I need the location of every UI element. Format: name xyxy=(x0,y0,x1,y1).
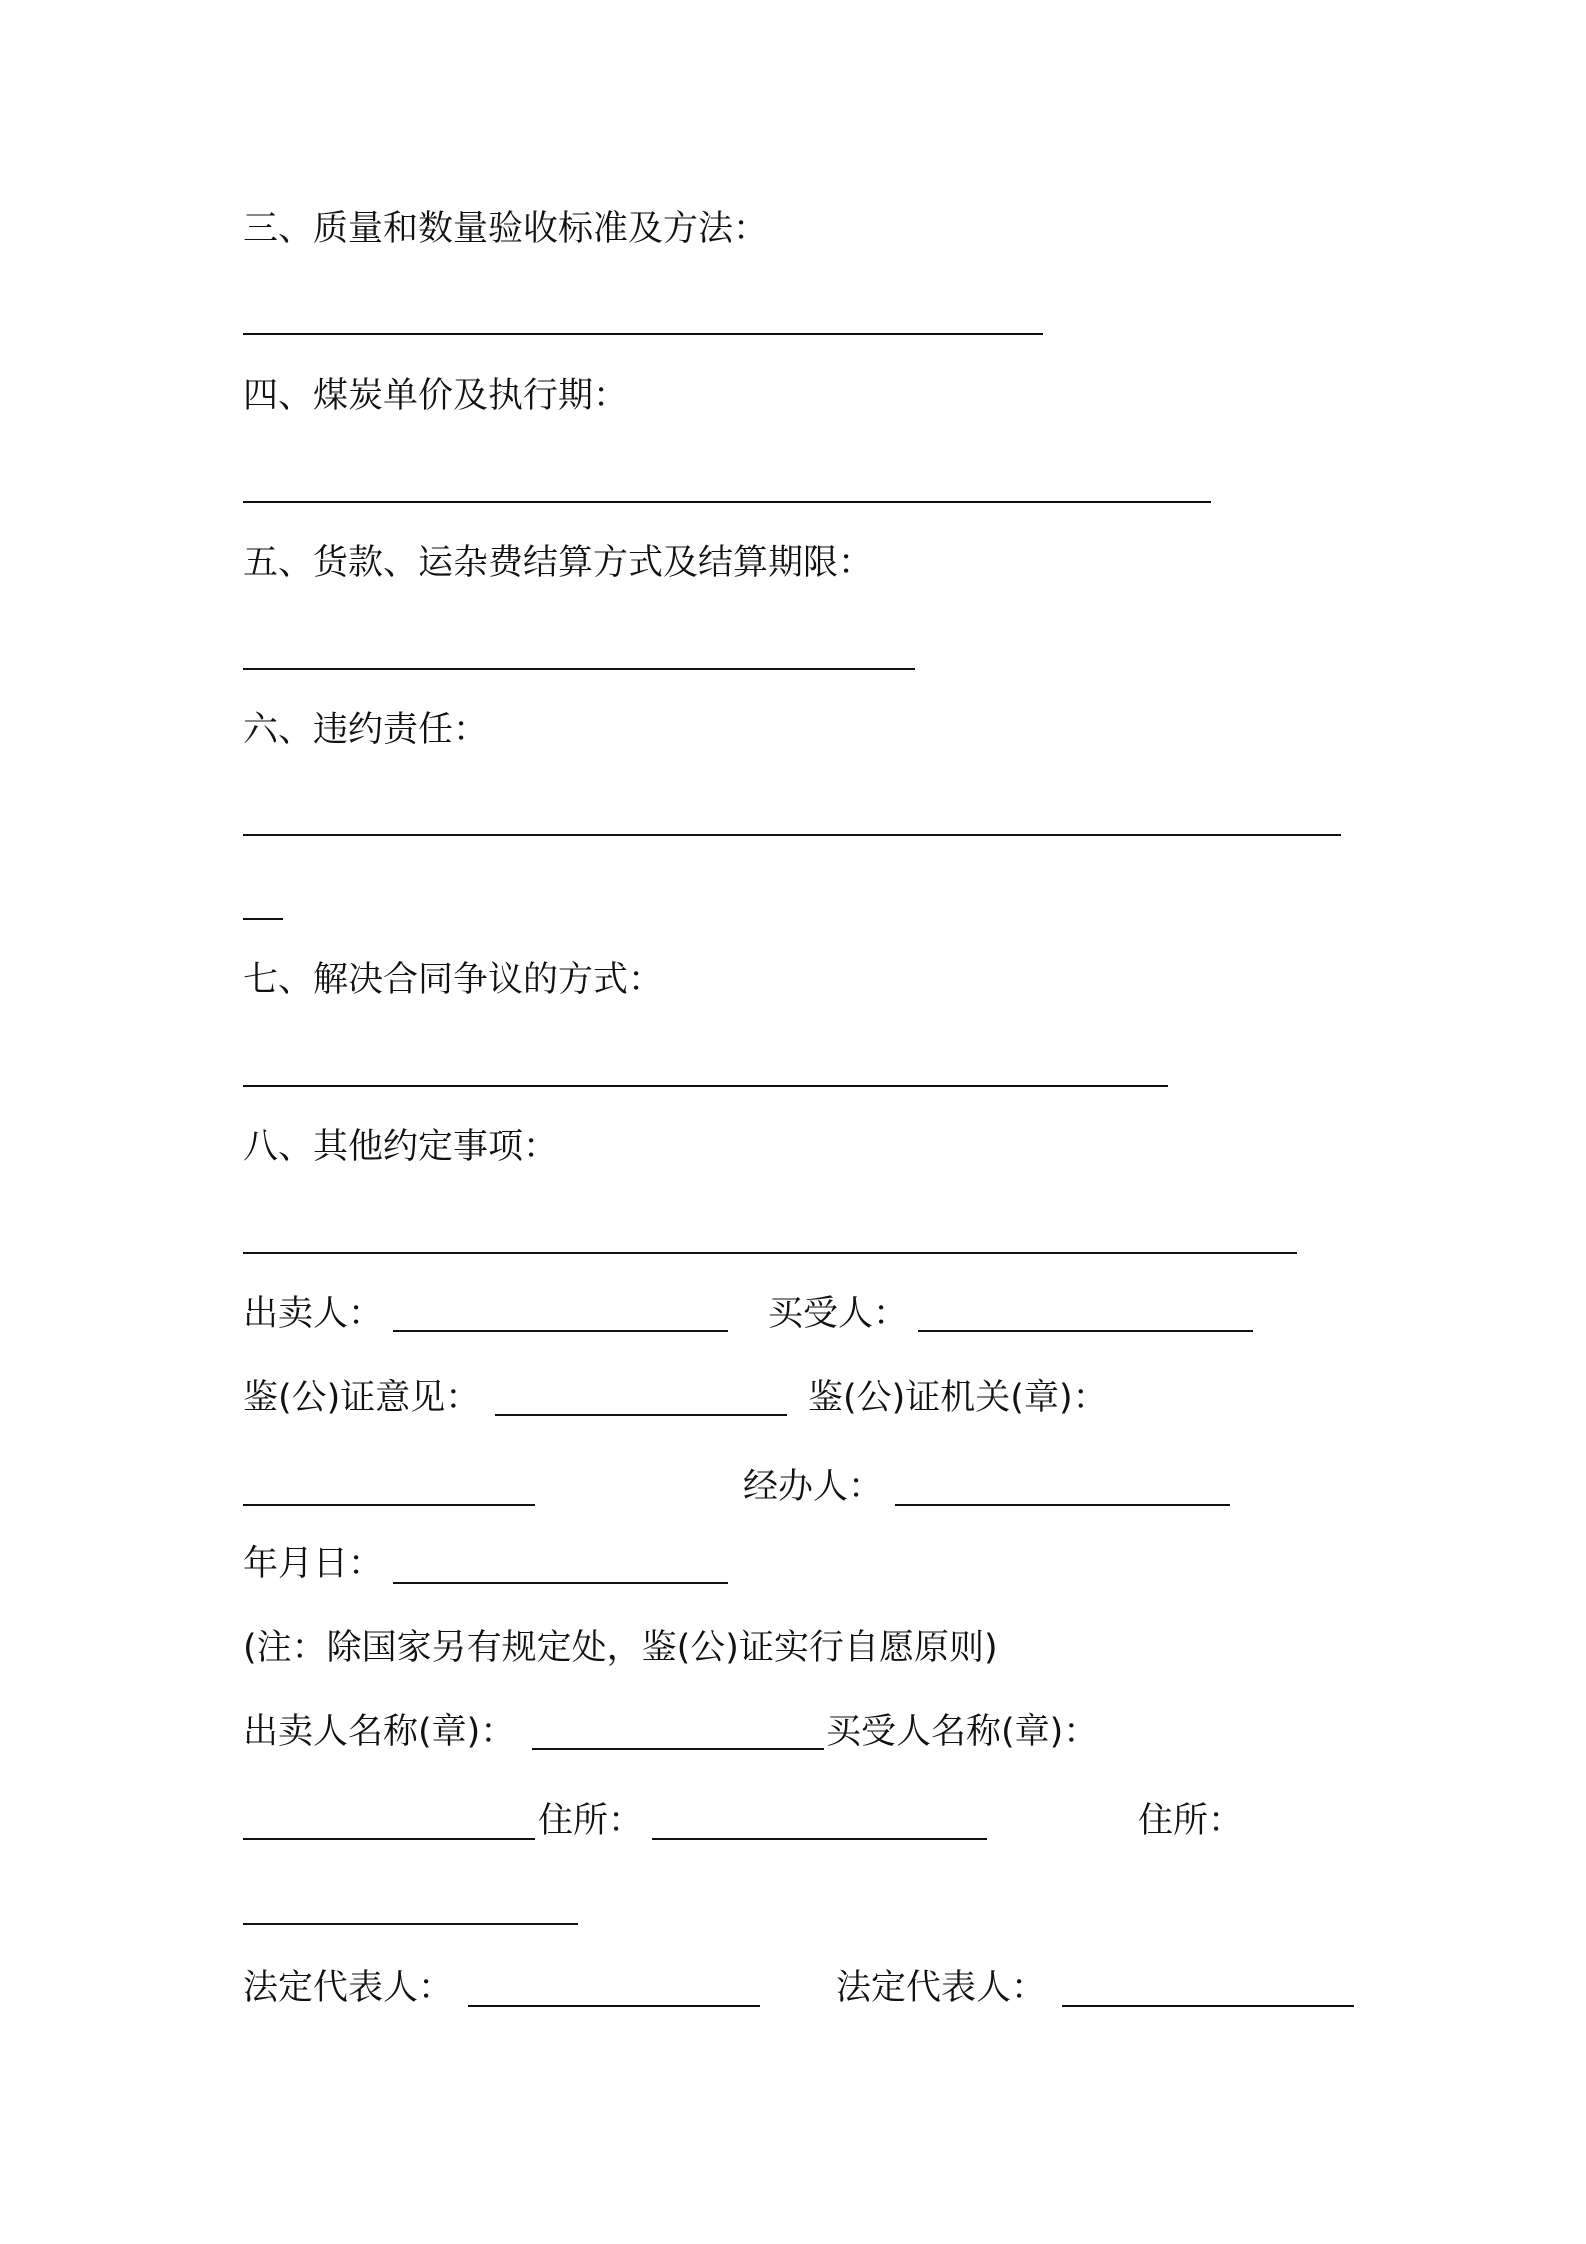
section-heading-3: 三、质量和数量验收标准及方法： xyxy=(243,209,769,249)
blank-line-3[interactable] xyxy=(243,333,1043,335)
blank-line-5[interactable] xyxy=(243,668,915,670)
date-field[interactable] xyxy=(393,1582,728,1584)
section-heading-8: 八、其他约定事项： xyxy=(243,1127,559,1167)
seller-field[interactable] xyxy=(393,1330,728,1332)
blank-line-7[interactable] xyxy=(243,1085,1168,1087)
buyer-address-label: 住所： xyxy=(1138,1801,1244,1841)
blank-line-6[interactable] xyxy=(243,834,1341,836)
handler-field[interactable] xyxy=(895,1504,1230,1506)
blank-line-8[interactable] xyxy=(243,1252,1297,1254)
buyer-address-field[interactable] xyxy=(243,1923,578,1925)
seller-address-field[interactable] xyxy=(652,1838,987,1840)
section-heading-6: 六、违约责任： xyxy=(243,710,489,750)
note-text: (注：除国家另有规定处，鉴(公)证实行自愿原则) xyxy=(243,1628,998,1668)
section-heading-4: 四、煤炭单价及执行期： xyxy=(243,376,629,416)
notary-office-field[interactable] xyxy=(243,1504,535,1506)
seller-legal-rep-field[interactable] xyxy=(468,2005,760,2007)
buyer-label: 买受人： xyxy=(768,1294,909,1334)
seller-legal-rep-label: 法定代表人： xyxy=(243,1968,454,2008)
seller-address-label: 住所： xyxy=(538,1801,644,1841)
buyer-legal-rep-field[interactable] xyxy=(1062,2005,1354,2007)
notary-opinion-label: 鉴(公)证意见： xyxy=(243,1378,481,1418)
notary-office-label: 鉴(公)证机关(章)： xyxy=(808,1378,1108,1418)
seller-name-label: 出卖人名称(章)： xyxy=(243,1712,516,1752)
date-label: 年月日： xyxy=(243,1544,384,1584)
blank-line-4[interactable] xyxy=(243,501,1211,503)
section-heading-7: 七、解决合同争议的方式： xyxy=(243,960,664,1000)
seller-name-field[interactable] xyxy=(532,1748,824,1750)
buyer-name-label: 买受人名称(章)： xyxy=(826,1712,1099,1752)
seller-label: 出卖人： xyxy=(243,1294,384,1334)
buyer-name-field[interactable] xyxy=(243,1838,535,1840)
buyer-legal-rep-label: 法定代表人： xyxy=(836,1968,1047,2008)
buyer-field[interactable] xyxy=(918,1330,1253,1332)
blank-line-6-continued[interactable] xyxy=(243,918,283,920)
section-heading-5: 五、货款、运杂费结算方式及结算期限： xyxy=(243,543,874,583)
handler-label: 经办人： xyxy=(743,1467,884,1507)
notary-opinion-field[interactable] xyxy=(495,1414,787,1416)
